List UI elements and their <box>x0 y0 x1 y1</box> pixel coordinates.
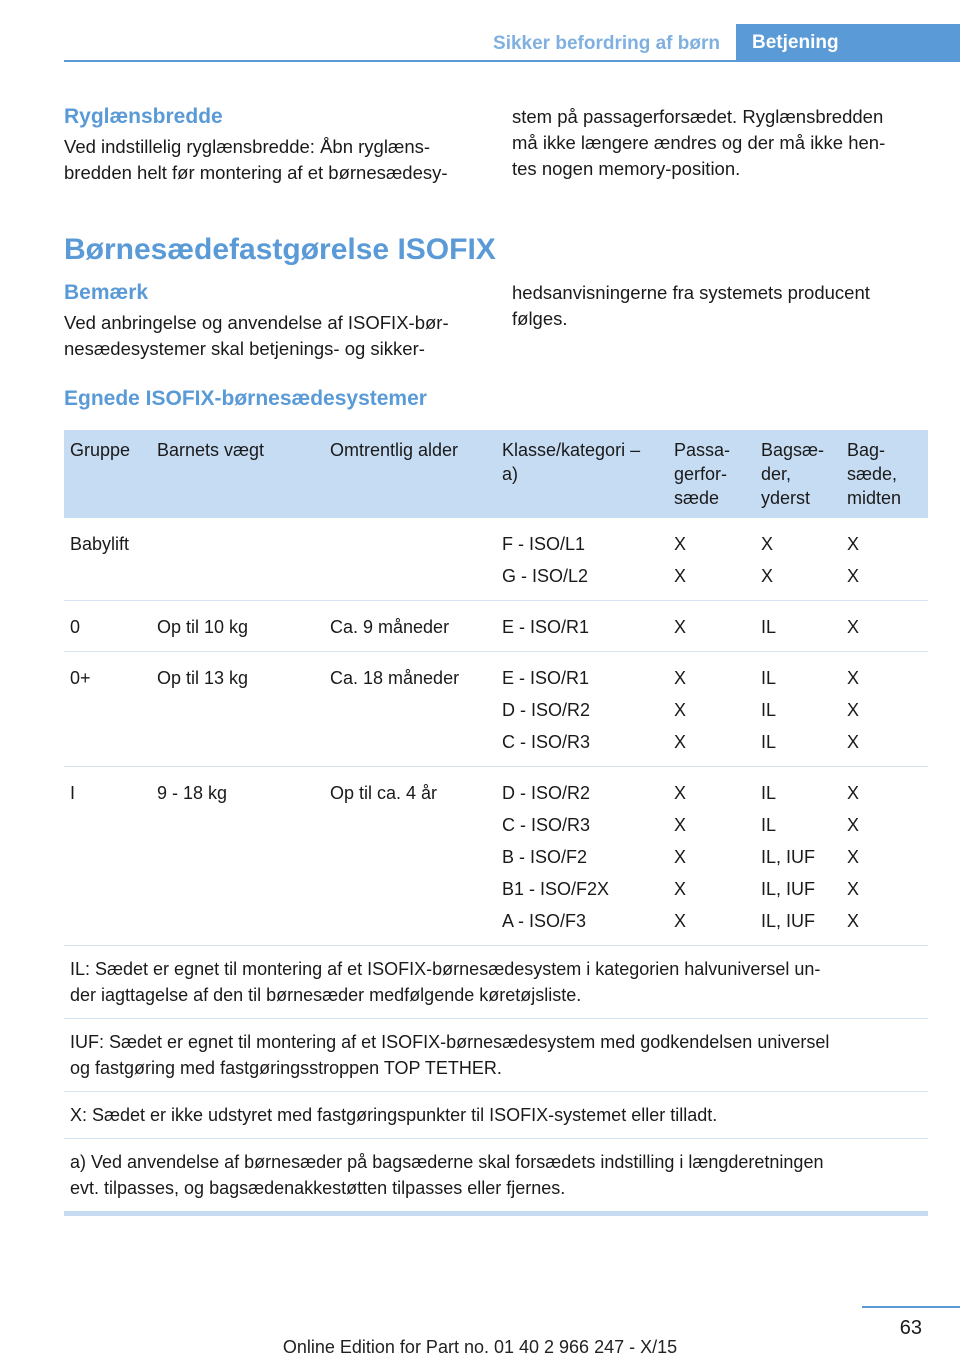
backrest-width-heading: Ryglænsbredde <box>64 105 223 128</box>
cell-front: X <box>668 601 755 652</box>
header-rear-middle: Bag‐ sæde, midten <box>841 430 928 518</box>
table-note-row <box>64 1139 928 1214</box>
text-line: Ved anbringelse og anvendelse af ISOFIX-bør‐ <box>64 312 449 333</box>
cell-group: Babylift <box>64 518 151 601</box>
cell-weight: Op til 13 kg <box>151 652 324 767</box>
text-line: følges. <box>512 308 568 329</box>
cell-front: X X <box>668 518 755 601</box>
text-line: nesædesystemer skal betjenings- og sikker‐ <box>64 338 425 359</box>
isofix-table <box>64 430 928 1216</box>
page-number: 63 <box>899 1317 922 1339</box>
cell-middle: X X X <box>841 652 928 767</box>
text-line: må ikke længere ændres og der må ikke hen‐ <box>512 132 886 153</box>
cell-outer: X X <box>755 518 841 601</box>
text-line: Ved indstillelig ryglænsbredde: Åbn ryglæns‐ <box>64 136 431 157</box>
cell-age: Ca. 18 måneder <box>324 652 496 767</box>
note-x: X: Sædet er ikke udstyret med fastgøringspunkter til ISOFIX-systemet eller tilladt. <box>64 1092 928 1139</box>
table-header-row <box>64 430 928 518</box>
table-row <box>64 601 928 652</box>
cell-age: Ca. 9 måneder <box>324 601 496 652</box>
cell-middle: X <box>841 601 928 652</box>
table-row <box>64 652 928 767</box>
cell-weight <box>151 518 324 601</box>
header-chapter-tab: Betjening <box>736 24 960 62</box>
cell-outer: IL IL IL <box>755 652 841 767</box>
header-class: Klasse/kategori – a) <box>496 430 668 518</box>
edition-footer: Online Edition for Part no. 01 40 2 966 247 - X/15 <box>282 1337 678 1357</box>
cell-weight: Op til 10 kg <box>151 601 324 652</box>
cell-class: F - ISO/L1 G - ISO/L2 <box>496 518 668 601</box>
table-row <box>64 767 928 946</box>
cell-class: E - ISO/R1 <box>496 601 668 652</box>
cell-age <box>324 518 496 601</box>
table-note-row <box>64 1019 928 1092</box>
cell-middle: X X X X X <box>841 767 928 946</box>
section-title: Børnesædefastgørelse ISOFIX <box>64 233 496 266</box>
cell-outer: IL IL IL, IUF IL, IUF IL, IUF <box>755 767 841 946</box>
table-row <box>64 518 928 601</box>
header-rule <box>64 60 960 62</box>
header-section-title: Sikker befordring af børn <box>493 33 720 54</box>
cell-outer: IL <box>755 601 841 652</box>
text-line: hedsanvisningerne fra systemets producent <box>512 282 870 303</box>
cell-front: X X X X X <box>668 767 755 946</box>
note-il: IL: Sædet er egnet til montering af et ISOFIX-børnesædesystem i kategorien halvuniversel un‐ der iagttagelse af den til børnesæder medfølgende køretøjsliste. <box>64 946 928 1019</box>
cell-group: I <box>64 767 151 946</box>
cell-middle: X X <box>841 518 928 601</box>
cell-weight: 9 - 18 kg <box>151 767 324 946</box>
note-right-column <box>512 280 922 332</box>
intro-right-column <box>512 104 922 182</box>
footer-rule <box>862 1306 960 1308</box>
note-heading: Bemærk <box>64 281 149 304</box>
cell-age: Op til ca. 4 år <box>324 767 496 946</box>
note-iuf: IUF: Sædet er egnet til montering af et ISOFIX-børnesædesystem med godkendelsen universel og fastgøring med fastgøringsstroppen TOP TETHER. <box>64 1019 928 1092</box>
header-front-seat: Passa‐ gerfor‐ sæde <box>668 430 755 518</box>
note-right-text <box>512 280 922 332</box>
note-a: a) Ved anvendelse af børnesæder på bagsæderne skal forsædets indstilling i længderetningen evt. tilpasses, og bagsædenakkestøtten tilpasses eller fjernes. <box>64 1139 928 1214</box>
table-note-row <box>64 946 928 1019</box>
cell-group: 0+ <box>64 652 151 767</box>
intro-left-column <box>64 104 482 186</box>
table-title: Egnede ISOFIX-børnesædesystemer <box>64 387 427 410</box>
note-left-text <box>64 310 482 362</box>
header-age: Omtrentlig alder <box>324 430 496 518</box>
cell-class: E - ISO/R1 D - ISO/R2 C - ISO/R3 <box>496 652 668 767</box>
intro-left-text <box>64 134 482 186</box>
cell-group: 0 <box>64 601 151 652</box>
header-rear-outer: Bagsæ‐ der, yderst <box>755 430 841 518</box>
cell-front: X X X <box>668 652 755 767</box>
header-group: Gruppe <box>64 430 151 518</box>
table-note-row <box>64 1092 928 1139</box>
text-line: bredden helt før montering af et børnesædesy‐ <box>64 162 448 183</box>
text-line: tes nogen memory-position. <box>512 158 741 179</box>
text-line: stem på passagerforsædet. Ryglænsbredden <box>512 106 884 127</box>
intro-right-text <box>512 104 922 182</box>
note-left-column <box>64 280 482 362</box>
header-weight: Barnets vægt <box>151 430 324 518</box>
cell-class: D - ISO/R2 C - ISO/R3 B - ISO/F2 B1 - ISO/F2X A - ISO/F3 <box>496 767 668 946</box>
